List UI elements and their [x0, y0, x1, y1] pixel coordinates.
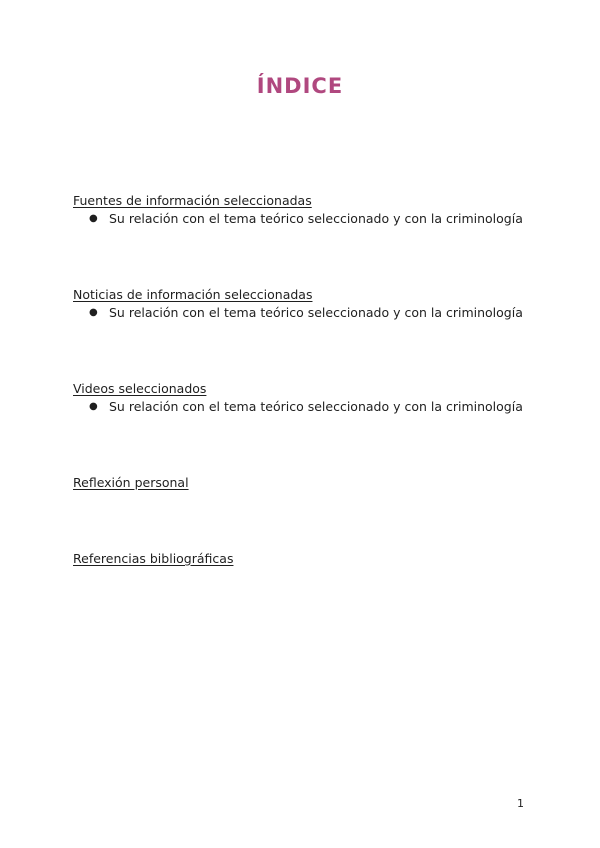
toc-bullet-text: Su relación con el tema teórico seleccionado y con la criminología: [109, 211, 523, 226]
toc-section-fuentes: [73, 193, 543, 227]
toc-bullet-item: [73, 211, 543, 227]
toc-heading-noticias[interactable]: Noticias de información seleccionadas: [73, 287, 313, 302]
toc-bullet-text: Su relación con el tema teórico seleccionado y con la criminología: [109, 305, 523, 320]
toc-bullet-text: Su relación con el tema teórico seleccionado y con la criminología: [109, 399, 523, 414]
page-number: 1: [517, 797, 524, 810]
bullet-icon: ●: [89, 307, 98, 318]
bullet-icon: ●: [89, 213, 98, 224]
toc-bullet-item: [73, 305, 543, 321]
toc-heading-referencias[interactable]: Referencias bibliográficas: [73, 551, 234, 566]
page-title: ÍNDICE: [256, 74, 344, 98]
toc-bullet-item: [73, 399, 543, 415]
toc-heading-fuentes[interactable]: Fuentes de información seleccionadas: [73, 193, 312, 208]
toc-section-noticias: [73, 287, 543, 321]
bullet-icon: ●: [89, 401, 98, 412]
toc-section-videos: [73, 381, 543, 415]
toc-heading-videos[interactable]: Videos seleccionados: [73, 381, 207, 396]
toc-section-reflexion: [73, 475, 543, 491]
toc-section-referencias: [73, 551, 543, 567]
toc-heading-reflexion[interactable]: Reflexión personal: [73, 475, 189, 490]
